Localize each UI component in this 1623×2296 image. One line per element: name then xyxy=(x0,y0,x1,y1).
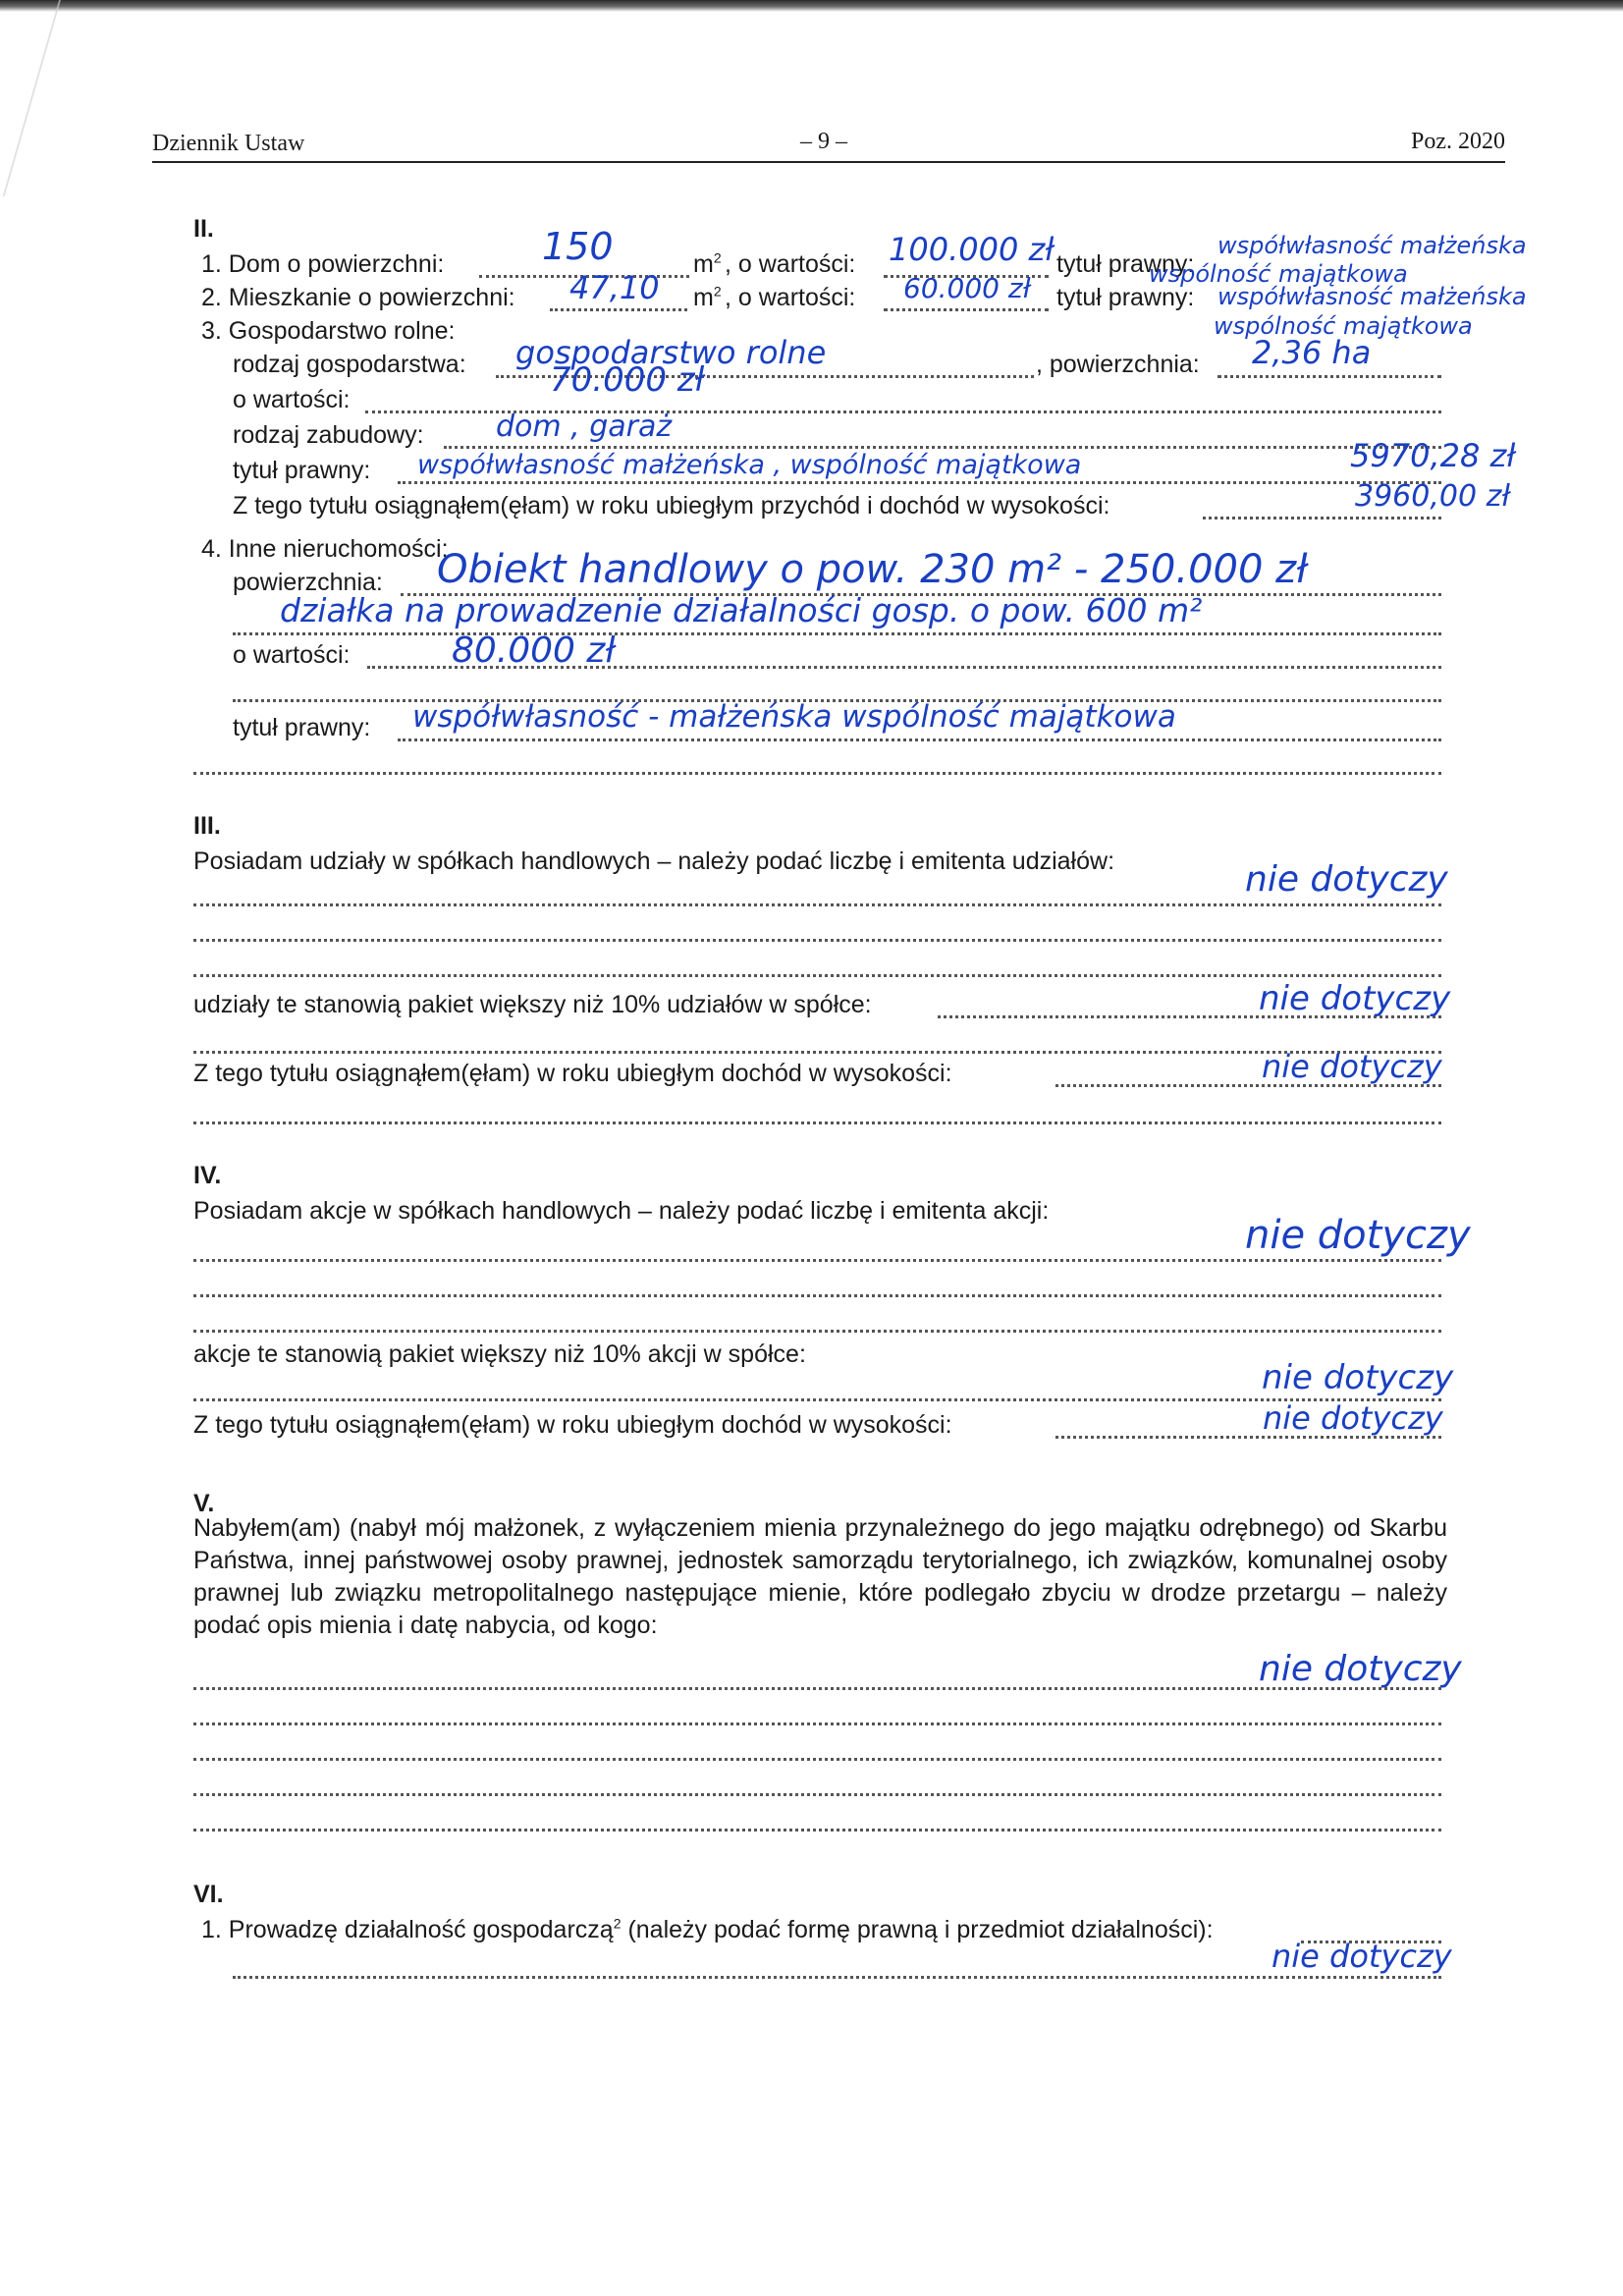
dom-title-line1: współwłasność małżeńska xyxy=(1217,232,1527,259)
mienie-line-1 xyxy=(193,1687,1441,1690)
section-ii-heading: II. xyxy=(193,215,214,243)
inne-value-label: o wartości: xyxy=(233,641,351,669)
akcje-label: Posiadam akcje w spółkach handlowych – należy podać liczbę i emitenta akcji: xyxy=(193,1197,1050,1225)
gosp-area-value: 2,36 ha xyxy=(1252,334,1372,371)
mieszkanie-label: 2. Mieszkanie o powierzchni: xyxy=(201,284,515,311)
udzialy-line-1 xyxy=(193,903,1441,906)
mieszkanie-title-line2: wspólność majątkowa xyxy=(1214,312,1473,340)
dom-unit-text: m xyxy=(693,250,714,278)
page-fold-edge xyxy=(0,0,61,196)
dom-title-line2: wspólność majątkowa xyxy=(1149,260,1408,288)
dom-unit-exp: 2 xyxy=(713,249,722,266)
dzialalnosc-line-2 xyxy=(233,1976,1441,1979)
position-number: Poz. 2020 xyxy=(1411,129,1505,154)
przychod-line xyxy=(1203,517,1441,519)
inne-area-label: powierzchnia: xyxy=(233,569,383,596)
dom-title-label: tytuł prawny: xyxy=(1056,250,1195,278)
mieszkanie-title-label: tytuł prawny: xyxy=(1056,284,1195,311)
gosp-value-label: o wartości: xyxy=(233,386,351,413)
dochod-value: 3960,00 zł xyxy=(1355,479,1510,514)
inne-line1: Obiekt handlowy o pow. 230 m² - 250.000 zł xyxy=(437,547,1308,592)
inne-value: 80.000 zł xyxy=(452,630,616,671)
dom-value: 100.000 zł xyxy=(889,231,1055,268)
mienie-line-2 xyxy=(193,1722,1441,1725)
dom-value-label: , o wartości: xyxy=(725,250,856,278)
gosp-area-label: , powierzchnia: xyxy=(1036,351,1200,378)
udzialy-line-2 xyxy=(193,939,1441,942)
inne-title-line xyxy=(398,738,1441,741)
akcje-pakiet-value: nie dotyczy xyxy=(1262,1358,1454,1397)
przychod-value: 5970,28 zł xyxy=(1350,437,1516,474)
gosp-title-value: współwłasność małżeńska , wspólność majątkowa xyxy=(417,450,1082,480)
udzialy-value: nie dotyczy xyxy=(1245,859,1448,900)
gosp-type-value: gospodarstwo rolne xyxy=(515,334,827,371)
mieszkanie-area-line xyxy=(550,308,687,311)
akcje-line-1 xyxy=(193,1259,1441,1262)
mieszkanie-value: 60.000 zł xyxy=(903,272,1031,304)
akcje-value: nie dotyczy xyxy=(1245,1213,1471,1258)
mienie-line-4 xyxy=(193,1793,1441,1796)
mienie-line-5 xyxy=(193,1829,1441,1831)
mieszkanie-unit-text: m xyxy=(693,284,714,311)
udzialy-line-3 xyxy=(193,974,1441,977)
mienie-paragraph: Nabyłem(am) (nabył mój małżonek, z wyłączeniem mienia przynależnego do jego majątku odrębnego) od Skarbu Państwa, innej państwowej osoby prawnej, jednostek samorządu terytorialnego, ich związków, komunalnej osoby prawnej lub związku metropolitalnego następujące mienie, które podlegało zbyciu w drodze przetargu – należy podać opis mienia i datę nabycia, od kogo: xyxy=(193,1514,1447,1639)
udzialy-pakiet-label: udziały te stanowią pakiet większy niż 10% udziałów w spółce: xyxy=(193,991,872,1018)
mieszkanie-unit-exp: 2 xyxy=(713,283,722,300)
dzialalnosc-value: nie dotyczy xyxy=(1271,1938,1452,1975)
akcje-pakiet-line xyxy=(193,1398,1441,1401)
page-header xyxy=(152,126,1505,163)
dom-label: 1. Dom o powierzchni: xyxy=(201,250,445,278)
inne-heading: 4. Inne nieruchomości: xyxy=(201,535,449,563)
gosp-title-line xyxy=(398,481,1441,484)
mienie-value: nie dotyczy xyxy=(1259,1649,1462,1689)
dzialalnosc-label-a: 1. Prowadzę działalność gospodarczą xyxy=(201,1916,614,1943)
udzialy-end-line xyxy=(193,1121,1441,1124)
mieszkanie-area-value: 47,10 xyxy=(569,269,660,306)
udzialy-dochod-value: nie dotyczy xyxy=(1262,1048,1442,1085)
section-iii-heading: III. xyxy=(193,812,221,840)
zabudowa-line xyxy=(444,446,1441,449)
dzialalnosc-label-b: (należy podać formę prawną i przedmiot działalności): xyxy=(621,1916,1214,1943)
udzialy-label: Posiadam udziały w spółkach handlowych – należy podać liczbę i emitenta udziałów: xyxy=(193,847,1115,875)
inne-line2: działka na prowadzenie działalności gosp. o pow. 600 m² xyxy=(280,591,1203,629)
mieszkanie-value-line xyxy=(884,308,1049,311)
gosp-type-label: rodzaj gospodarstwa: xyxy=(233,351,466,378)
dzialalnosc-label xyxy=(201,1915,1214,1944)
przychod-label: Z tego tytułu osiągnąłem(ęłam) w roku ubiegłym przychód i dochód w wysokości: xyxy=(233,492,1110,519)
akcje-pakiet-label: akcje te stanowią pakiet większy niż 10% akcji w spółce: xyxy=(193,1340,806,1368)
mieszkanie-value-label: , o wartości: xyxy=(725,284,856,311)
gospodarstwo-heading: 3. Gospodarstwo rolne: xyxy=(201,317,456,345)
dom-area-value: 150 xyxy=(542,225,614,268)
akcje-line-2 xyxy=(193,1294,1441,1297)
mienie-line-3 xyxy=(193,1758,1441,1761)
inne-end-line xyxy=(193,772,1441,775)
section-v-heading: V. xyxy=(193,1490,215,1517)
udzialy-dochod-label: Z tego tytułu osiągnąłem(ęłam) w roku ubiegłym dochód w wysokości: xyxy=(193,1060,952,1087)
gosp-value: 70.000 zł xyxy=(550,360,705,400)
gosp-title-label: tytuł prawny: xyxy=(233,457,371,484)
zabudowa-label: rodzaj zabudowy: xyxy=(233,421,424,449)
inne-title-label: tytuł prawny: xyxy=(233,714,371,741)
mieszkanie-unit xyxy=(693,283,722,312)
zabudowa-value: dom , garaż xyxy=(496,410,673,444)
akcje-line-3 xyxy=(193,1330,1441,1333)
page-number: – 9 – xyxy=(800,129,847,154)
akcje-dochod-value: nie dotyczy xyxy=(1263,1399,1443,1437)
journal-name: Dziennik Ustaw xyxy=(152,131,305,156)
udzialy-pakiet-line-2 xyxy=(193,1051,1441,1054)
inne-title-value: współwłasność - małżeńska wspólność majątkowa xyxy=(412,699,1176,735)
section-vi-heading: VI. xyxy=(193,1881,224,1908)
footnote-marker: 2 xyxy=(613,1915,622,1932)
inne-line2-dots xyxy=(233,632,1441,635)
akcje-dochod-label: Z tego tytułu osiągnąłem(ęłam) w roku ubiegłym dochód w wysokości: xyxy=(193,1411,952,1439)
scan-top-edge xyxy=(0,0,1623,12)
section-iv-heading: IV. xyxy=(193,1162,222,1189)
udzialy-pakiet-value: nie dotyczy xyxy=(1259,979,1451,1018)
dom-unit xyxy=(693,249,722,279)
gosp-area-line xyxy=(1217,375,1441,378)
mieszkanie-title-line1: współwłasność małżeńska xyxy=(1217,283,1527,310)
